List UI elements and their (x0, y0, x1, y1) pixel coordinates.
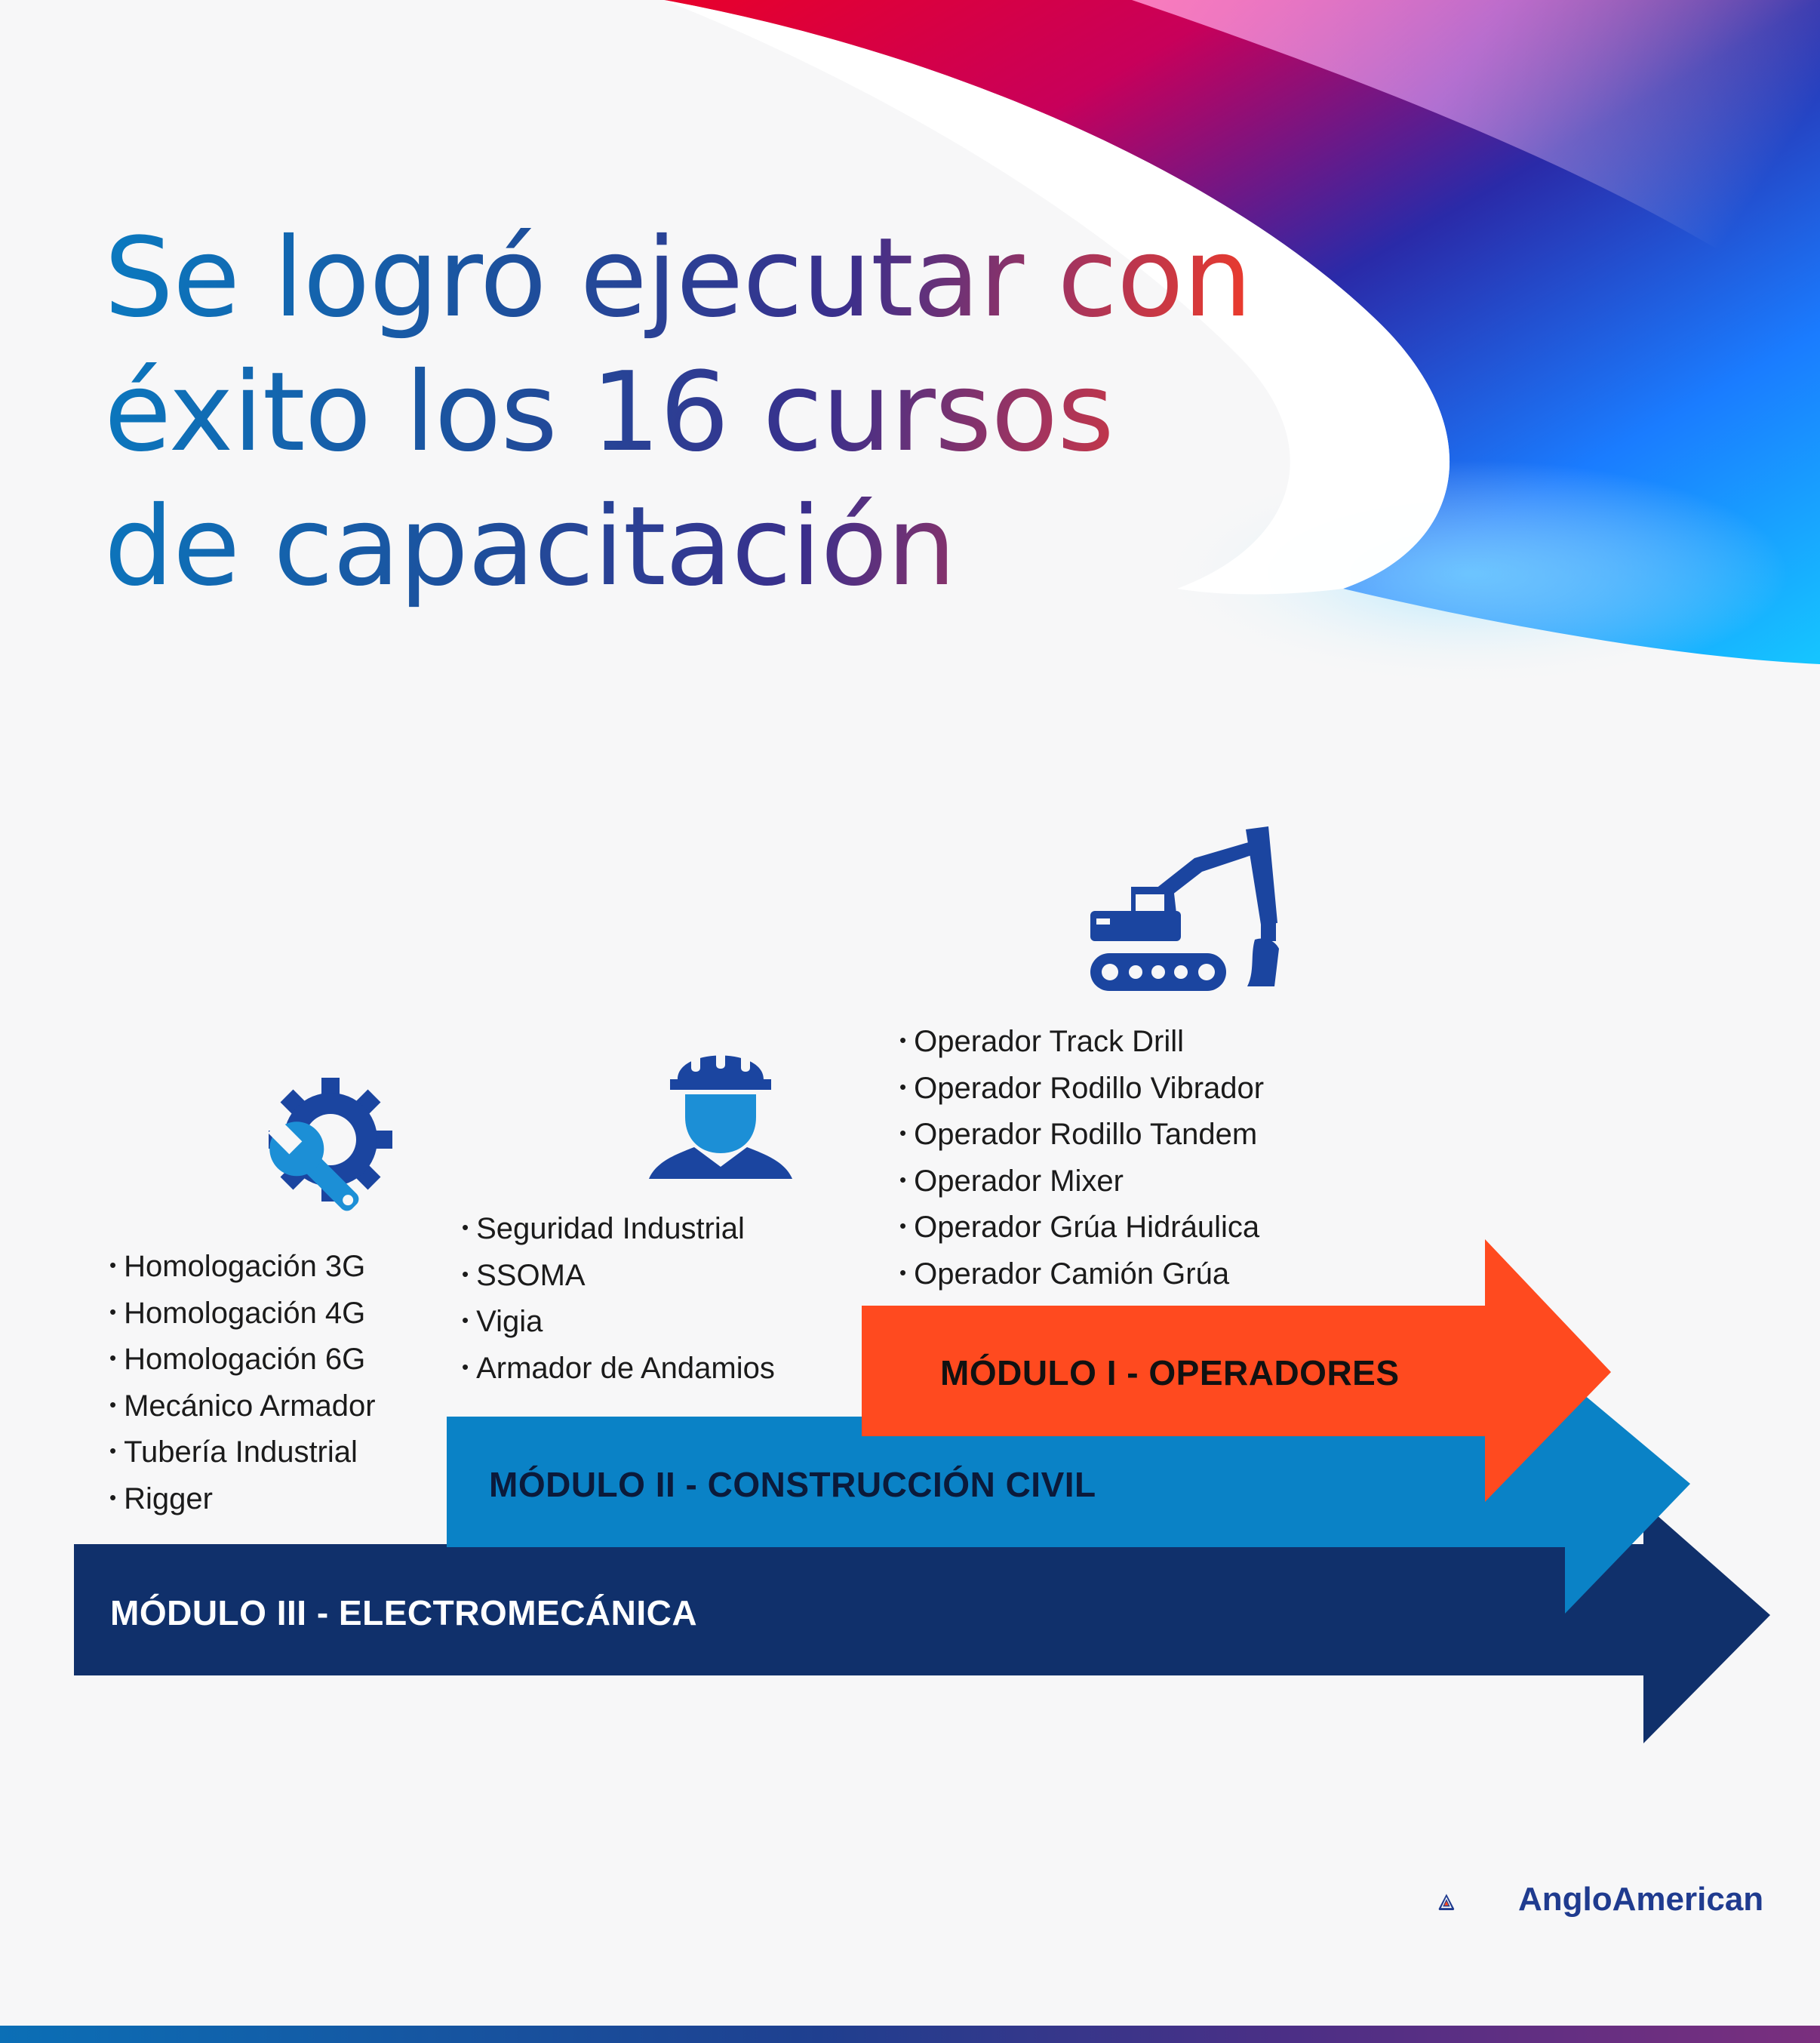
list-item: • Seguridad Industrial (462, 1208, 775, 1254)
list-item: • Operador Track Drill (899, 1020, 1264, 1067)
module-label-electromecanica: MÓDULO III - ELECTROMECÁNICA (110, 1593, 698, 1632)
headline-line-1: Se logró ejecutar con (104, 214, 1252, 342)
headline-line-2: éxito los 16 cursos (104, 349, 1114, 476)
list-item: • Tubería Industrial (109, 1431, 376, 1478)
list-item: • Operador Rodillo Vibrador (899, 1067, 1264, 1114)
list-item: • Operador Rodillo Tandem (899, 1113, 1264, 1160)
module-label-operadores: MÓDULO I - OPERADORES (940, 1353, 1400, 1392)
module-label-construccion: MÓDULO II - CONSTRUCCIÓN CIVIL (489, 1465, 1096, 1504)
list-item: • Operador Camión Grúa (899, 1253, 1264, 1300)
list-item: • Armador de Andamios (462, 1347, 775, 1394)
bottom-gradient-bar (0, 2026, 1820, 2043)
list-item: • Homologación 6G (109, 1338, 376, 1385)
list-item: • Homologación 4G (109, 1292, 376, 1339)
list-item: • Mecánico Armador (109, 1385, 376, 1432)
brand-name: AngloAmerican (1518, 1881, 1764, 1918)
headline-line-3: de capacitación (104, 483, 956, 611)
list-item: • SSOMA (462, 1254, 775, 1301)
list-item: • Rigger (109, 1478, 376, 1525)
list-item: • Operador Grúa Hidráulica (899, 1206, 1264, 1253)
anglo-american-logo-icon (1437, 1864, 1513, 1940)
list-item: • Operador Mixer (899, 1160, 1264, 1207)
list-item: • Homologación 3G (109, 1245, 376, 1292)
list-item: • Vigia (462, 1300, 775, 1347)
